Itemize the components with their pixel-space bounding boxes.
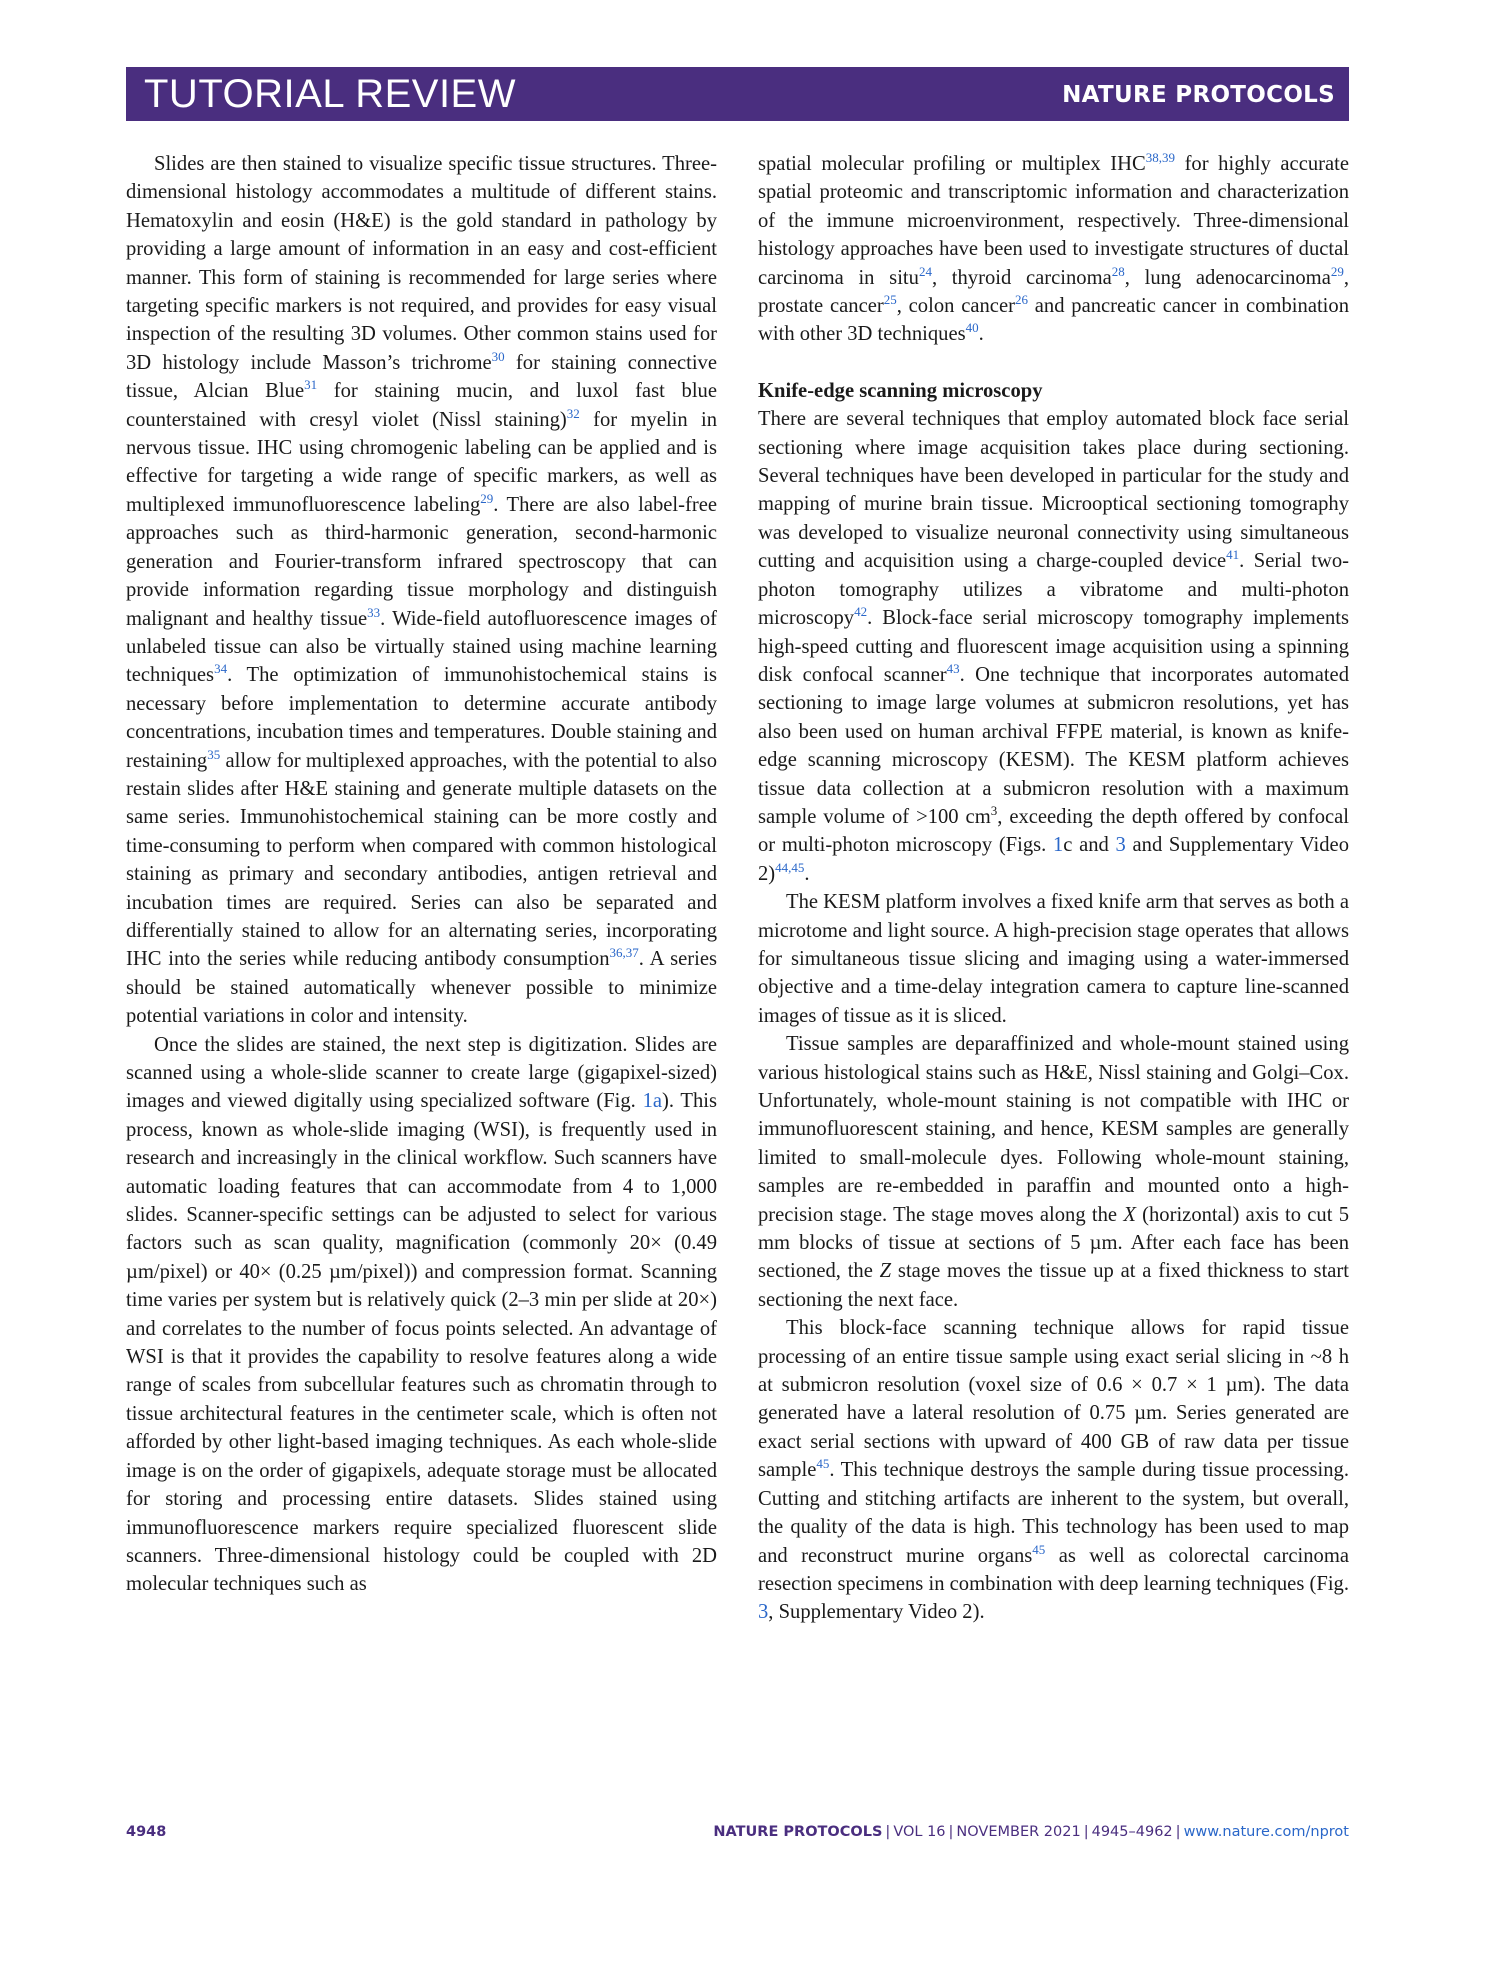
reference-link[interactable]: 41 — [1226, 547, 1240, 563]
reference-link[interactable]: 29 — [1330, 263, 1344, 279]
page-number: 4948 — [126, 1824, 167, 1840]
header-banner — [126, 67, 1349, 121]
paragraph: spatial molecular profiling or multiplex IHC$^{38,39}$ for highly accurate spatial proteomic and transcriptomic information and characterization of the immune microenvironment, respectively. Three-dimensional histology approaches have been used to investigate structures of ductal carcinoma in situ$^{24}$, thyroid carcinoma$^{28}$, lung adenocarcinoma$^{29}$, prostate cancer$^{25}$, colon cancer$^{26}$ and pancreatic cancer in combination with other 3D techniques$^{40}$. — [758, 150, 1349, 346]
reference-link[interactable]: 40 — [965, 320, 979, 336]
reference-link[interactable]: 44,45 — [775, 859, 805, 875]
footer-date: NOVEMBER 2021 — [956, 1824, 1081, 1840]
reference-link[interactable]: 32 — [566, 405, 580, 421]
reference-link[interactable]: 33 — [367, 604, 381, 620]
figure-link[interactable]: 3 — [758, 1601, 769, 1624]
paragraph: Tissue samples are deparaffinized and whole-mount stained using various histological stains such as H&E, Nissl staining and Golgi–Cox. Unfortunately, whole-mount staining is not compatible with IHC or immunofluorescent staining, and hence, KESM samples are generally limited to small-molecule dyes. Following whole-mount staining, samples are re-embedded in paraffin and mounted onto a high-precision stage. The stage moves along the X (horizontal) axis to cut 5 mm blocks of tissue at sections of 5 µm. After each face has been sectioned, the Z stage moves the tissue up at a fixed thickness to start sectioning the next face. — [758, 1033, 1349, 1311]
reference-link[interactable]: 30 — [491, 348, 505, 364]
reference-link[interactable]: 35 — [207, 746, 221, 762]
reference-link[interactable]: 42 — [854, 604, 868, 620]
reference-link[interactable]: 43 — [946, 660, 960, 676]
section-label: TUTORIAL REVIEW — [144, 72, 516, 116]
paragraph: Once the slides are stained, the next step is digitization. Slides are scanned using a whole-slide scanner to create large (gigapixel-sized) images and viewed digitally using specialized software (Fig. 1a). This process, known as whole-slide imaging (WSI), is frequently used in research and increasingly in the clinical workflow. Such scanners have automatic loading features that can accommodate from 4 to 1,000 slides. Scanner-specific settings can be adjusted to select for various factors such as scan quality, magnification (commonly 20× (0.49 µm/pixel) or 40× (0.25 µm/pixel)) and compression format. Scanning time varies per system but is relatively quick (2–3 min per slide at 20×) and correlates to the number of focus points selected. An advantage of WSI is that it provides the capability to resolve features along a wide range of scales from subcellular features such as chromatin through to tissue architectural features in the centimeter scale, which is often not afforded by other light-based imaging techniques. As each whole-slide image is on the order of gigapixels, adequate storage must be allocated for storing and processing entire datasets. Slides stained using immunofluorescence markers require specialized fluorescent slide scanners. Three-dimensional histology could be coupled with 2D molecular techniques such as — [126, 1033, 717, 1596]
superscript: 3 — [990, 802, 998, 818]
reference-link[interactable]: 28 — [1111, 263, 1125, 279]
reference-link[interactable]: 38,39 — [1145, 150, 1175, 165]
reference-link[interactable]: 45 — [1032, 1541, 1046, 1557]
figure-link[interactable]: 3 — [1115, 834, 1126, 857]
right-column — [758, 150, 1349, 1800]
paragraph: This block-face scanning technique allows for rapid tissue processing of an entire tissue sample using exact serial slicing in ~8 h at submicron resolution (voxel size of 0.6 × 0.7 × 1 µm). The data generated have a lateral resolution of 0.75 µm. Series generated are exact serial sections with upward of 400 GB of raw data per tissue sample$^{45}$. This technique destroys the sample during tissue processing. Cutting and stitching artifacts are inherent to the system, but overall, the quality of the data is high. This technology has been used to map and reconstruct murine organs$^{45}$ as well as colorectal carcinoma resection specimens in combination with deep learning techniques (Fig. 3, Supplementary Video 2). — [758, 1317, 1349, 1624]
figure-link[interactable]: 1a — [642, 1090, 663, 1113]
reference-link[interactable]: 36,37 — [609, 945, 639, 961]
figure-link[interactable]: 1 — [1053, 834, 1064, 857]
paragraph: The KESM platform involves a fixed knife arm that serves as both a microtome and light source. A high-precision stage operates that allows for simultaneous tissue slicing and imaging using a water-immersed objective and a time-delay integration camera to capture line-scanned images of tissue as it is sliced. — [758, 891, 1349, 1027]
footer-pages: 4945–4962 — [1091, 1824, 1173, 1840]
journal-label: NATURE PROTOCOLS — [1062, 82, 1335, 108]
journal-url-link[interactable]: www.nature.com/nprot — [1183, 1824, 1349, 1840]
reference-link[interactable]: 24 — [918, 263, 932, 279]
paragraph: There are several techniques that employ automated block face serial sectioning where image acquisition takes place during sectioning. Several techniques have been developed in particular for the study and mapping of murine brain tissue. Microoptical sectioning tomography was developed to visualize neuronal connectivity using simultaneous cutting and acquisition using a charge-coupled device$^{41}$. Serial two-photon tomography utilizes a vibratome and multi-photon microscopy$^{42}$. Block-face serial microscopy tomography implements high-speed cutting and fluorescent image acquisition using a spinning disk confocal scanner$^{43}$. One technique that incorporates automated sectioning to image large volumes at submicron resolutions, yet has also been used on human archival FFPE material, is known as knife-edge scanning microscopy (KESM). The KESM platform achieves tissue data collection at a submicron resolution with a maximum sample volume of >100 $cm^3$, exceeding the depth offered by confocal or multi-photon microscopy (Figs. 1c and 3 and Supplementary Video 2)$^{44,45}$. — [758, 408, 1349, 885]
paragraph: Slides are then stained to visualize specific tissue structures. Three-dimensional histology accommodates a multitude of different stains. Hematoxylin and eosin (H&E) is the gold standard in pathology by providing a large amount of information in an easy and cost-efficient manner. This form of staining is recommended for large series where targeting specific markers is not required, and provides for easy visual inspection of the resulting 3D volumes. Other common stains used for 3D histology include Masson’s trichrome$^{30}$ for staining connective tissue, Alcian Blue$^{31}$ for staining mucin, and luxol fast blue counterstained with cresyl violet (Nissl staining)$^{32}$ for myelin in nervous tissue. IHC using chromogenic labeling can be applied and is effective for targeting a wide range of specific markers, as well as multiplexed immunofluorescence labeling$^{29}$. There are also label-free approaches such as third-harmonic generation, second-harmonic generation and Fourier-transform infrared spectroscopy that can provide information regarding tissue morphology and distinguish malignant and healthy tissue$^{33}$. Wide-field autofluorescence images of unlabeled tissue can also be virtually stained using machine learning techniques$^{34}$. The optimization of immunohistochemical stains is necessary before implementation to determine accurate antibody concentrations, incubation times and temperatures. Double staining and restaining$^{35}$ allow for multiplexed approaches, with the potential to also restain slides after H&E staining and generate multiple datasets on the same series. Immunohistochemical staining can be more costly and time-consuming to perform when compared with common histological staining as primary and secondary antibodies, antigen retrieval and incubation times are required. Series can also be separated and differentially stained to allow for an alternating series, incorporating IHC into the series while reducing antibody consumption$^{36,37}$. A series should be stained automatically whenever possible to minimize potential variations in color and intensity. — [126, 153, 717, 1028]
reference-link[interactable]: 29 — [480, 490, 494, 506]
reference-link[interactable]: 34 — [214, 661, 228, 677]
footer-volume: VOL 16 — [893, 1824, 946, 1840]
reference-link[interactable]: 45 — [816, 1456, 830, 1472]
section-heading: Knife-edge scanning microscopy — [758, 379, 1043, 402]
footer-journal: NATURE PROTOCOLS — [713, 1824, 883, 1840]
reference-link[interactable]: 26 — [1014, 292, 1028, 308]
reference-link[interactable]: 25 — [883, 292, 897, 308]
footer-citation: NATURE PROTOCOLS | VOL 16 | NOVEMBER 2021 | 4945–4962 | www.nature.com/nprot — [713, 1824, 1349, 1840]
left-column — [126, 150, 717, 1800]
reference-link[interactable]: 31 — [304, 377, 318, 393]
